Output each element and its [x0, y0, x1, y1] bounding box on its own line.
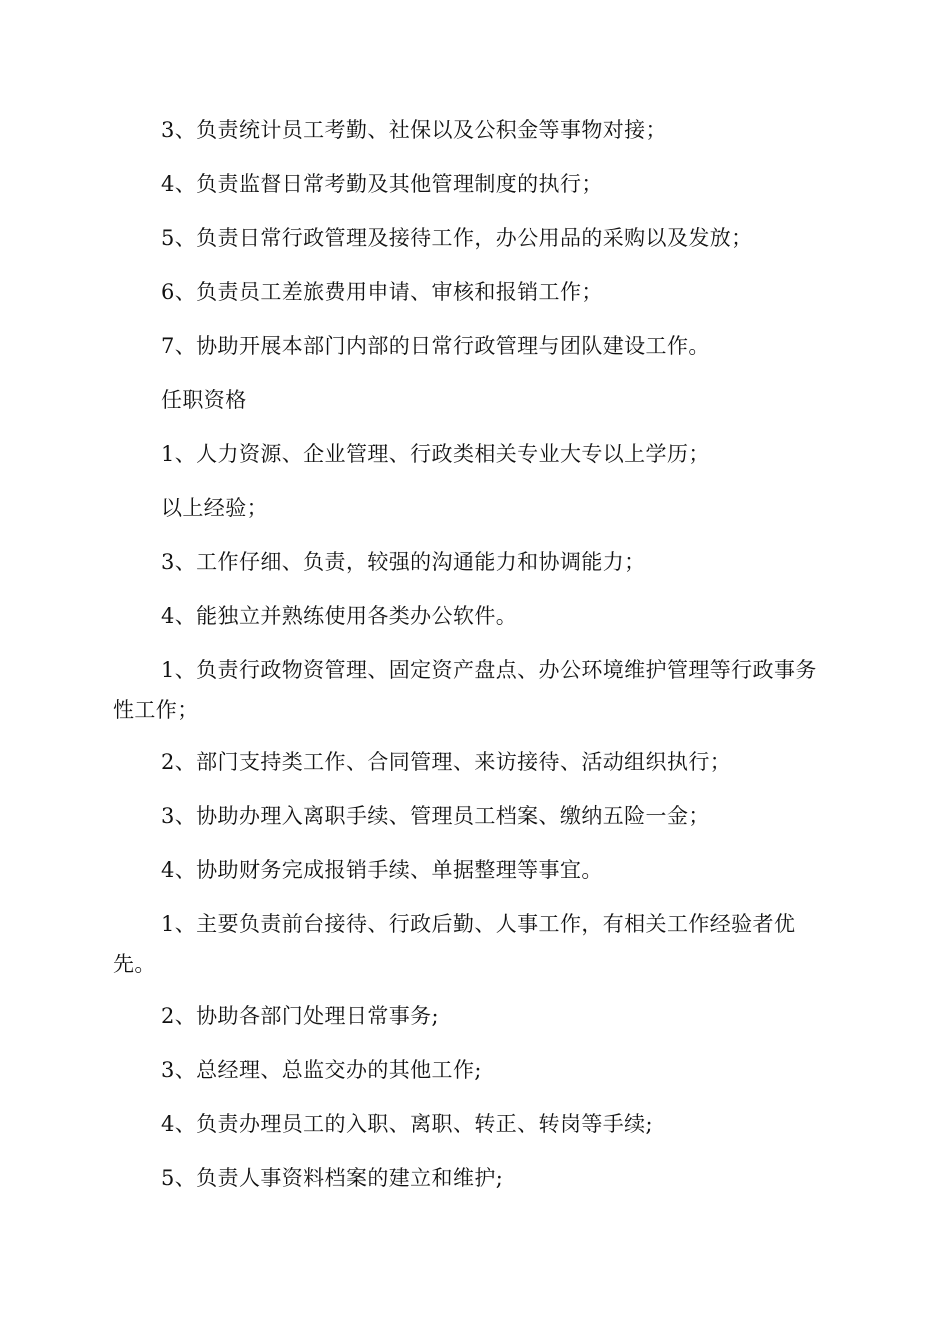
paragraph: 2、部门支持类工作、合同管理、来访接待、活动组织执行； — [161, 750, 732, 774]
paragraph: 5、负责日常行政管理及接待工作，办公用品的采购以及发放； — [161, 226, 753, 250]
paragraph: 6、负责员工差旅费用申请、审核和报销工作； — [161, 280, 603, 304]
paragraph: 7、协助开展本部门内部的日常行政管理与团队建设工作。 — [161, 334, 710, 358]
paragraph: 3、协助办理入离职手续、管理员工档案、缴纳五险一金； — [161, 804, 710, 828]
paragraph: 4、负责监督日常考勤及其他管理制度的执行； — [161, 172, 603, 196]
paragraph: 5、负责人事资料档案的建立和维护; — [161, 1166, 504, 1190]
paragraph: 以上经验； — [161, 496, 268, 520]
paragraph: 3、总经理、总监交办的其他工作; — [161, 1058, 482, 1082]
paragraph: 1、主要负责前台接待、行政后勤、人事工作，有相关工作经验者优先。 — [113, 912, 796, 976]
paragraph: 3、工作仔细、负责，较强的沟通能力和协调能力； — [161, 550, 646, 574]
paragraph: 1、人力资源、企业管理、行政类相关专业大专以上学历； — [161, 442, 710, 466]
paragraph: 1、负责行政物资管理、固定资产盘点、办公环境维护管理等行政事务性工作； — [113, 658, 817, 722]
section-heading: 任职资格 — [161, 388, 247, 412]
paragraph: 4、负责办理员工的入职、离职、转正、转岗等手续; — [161, 1112, 654, 1136]
paragraph: 4、协助财务完成报销手续、单据整理等事宜。 — [161, 858, 603, 882]
paragraph: 4、能独立并熟练使用各类办公软件。 — [161, 604, 518, 628]
paragraph: 3、负责统计员工考勤、社保以及公积金等事物对接； — [161, 118, 667, 142]
paragraph: 2、协助各部门处理日常事务; — [161, 1004, 440, 1028]
